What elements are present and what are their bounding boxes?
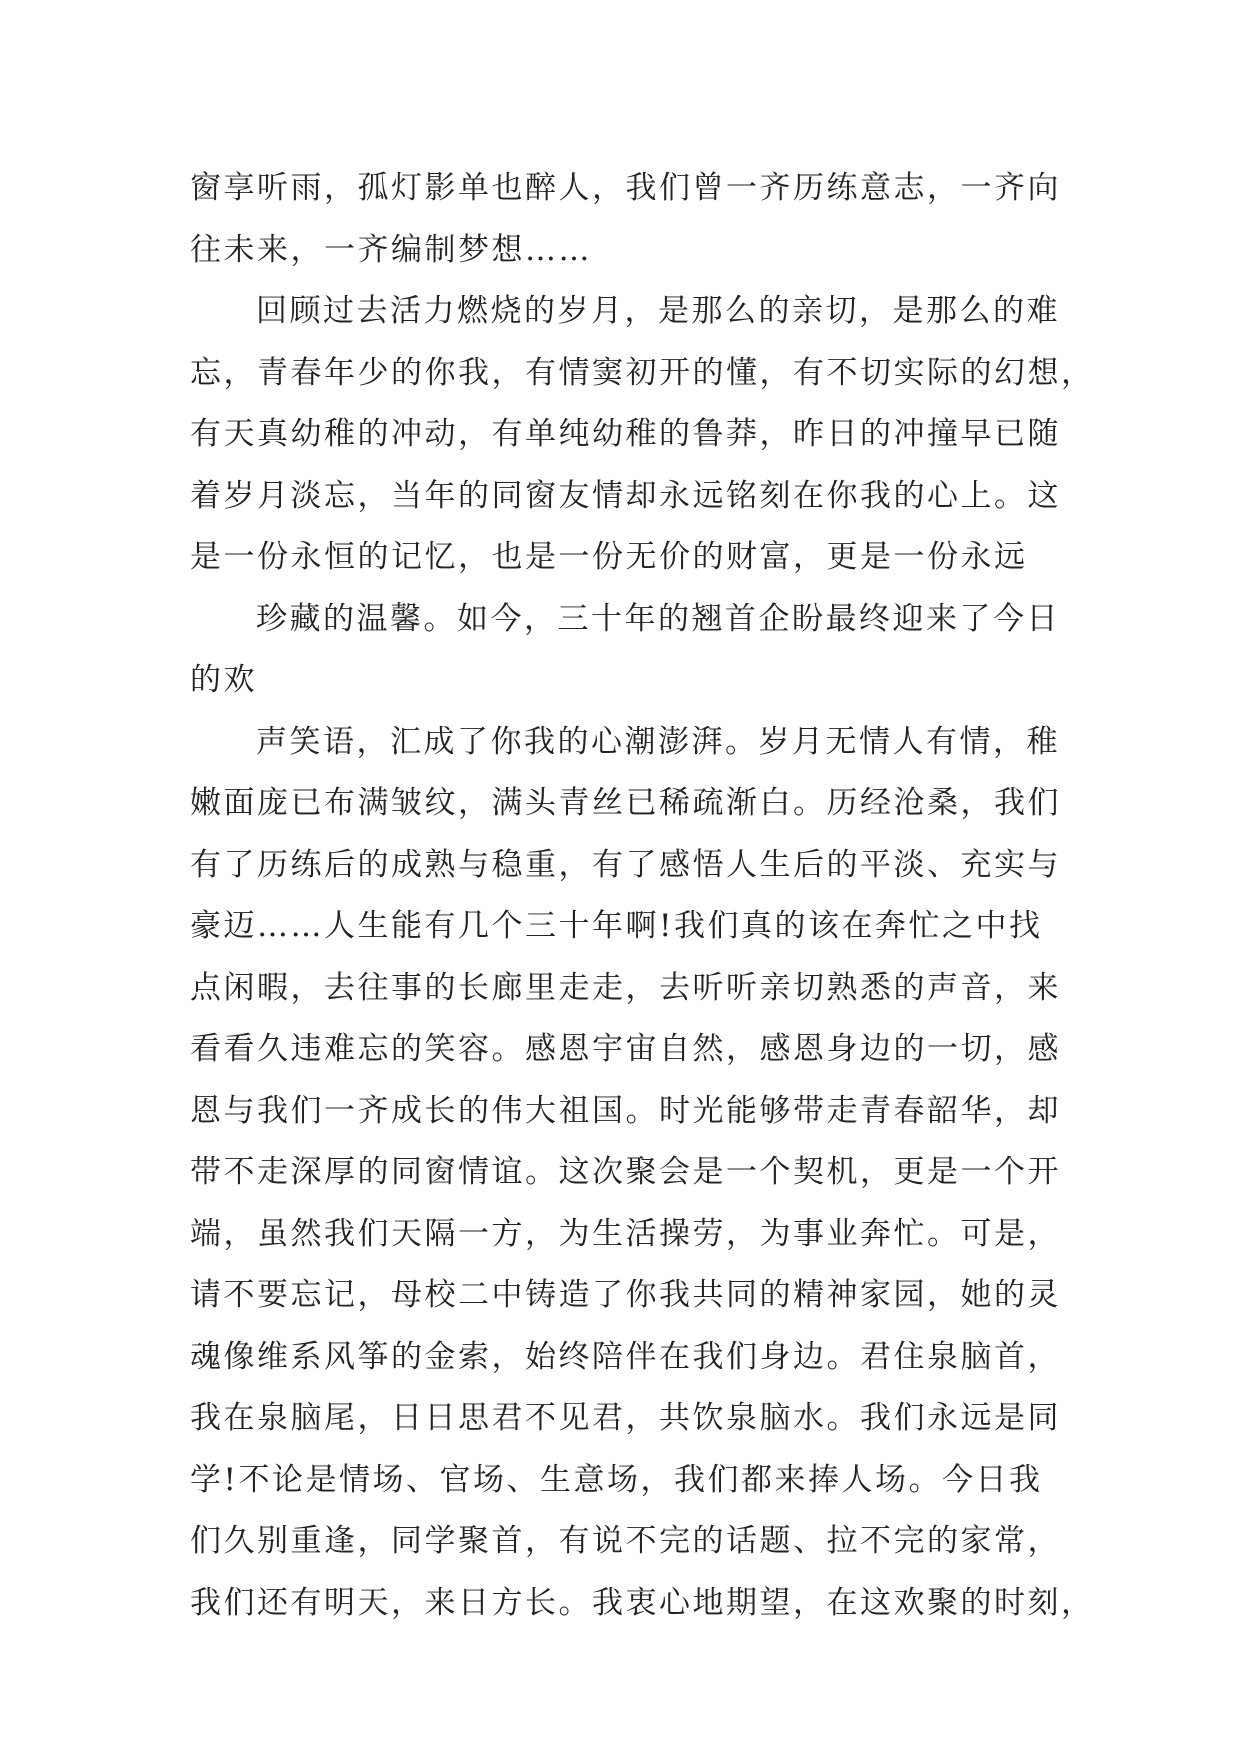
text-line: 恩与我们一齐成长的伟大祖国。时光能够带走青春韶华，却 bbox=[190, 1092, 1061, 1129]
text-line: 我们还有明天，来日方长。我衷心地期望，在这欢聚的时刻， bbox=[190, 1584, 1095, 1621]
text-line: 着岁月淡忘，当年的同窗友情却永远铭刻在你我的心上。这 bbox=[190, 477, 1061, 514]
text-line: 端，虽然我们天隔一方，为生活操劳，为事业奔忙。可是， bbox=[190, 1215, 1061, 1252]
body-text bbox=[190, 158, 1095, 1634]
text-line: 窗享听雨，孤灯影单也醉人，我们曾一齐历练意志，一齐向 bbox=[190, 170, 1061, 206]
text-line: 有天真幼稚的冲动，有单纯幼稚的鲁莽，昨日的冲撞早已随 bbox=[190, 416, 1061, 452]
text-line: 我在泉脑尾，日日思君不见君，共饮泉脑水。我们永远是同 bbox=[190, 1400, 1061, 1436]
text-line: 嫩面庞已布满皱纹，满头青丝已稀疏渐白。历经沧桑，我们 bbox=[190, 785, 1061, 821]
text-line: 带不走深厚的同窗情谊。这次聚会是一个契机，更是一个开 bbox=[190, 1154, 1061, 1190]
text-line: 豪迈……人生能有几个三十年啊!我们真的该在奔忙之中找 bbox=[190, 908, 1043, 944]
text-line: 回顾过去活力燃烧的岁月，是那么的亲切，是那么的难 bbox=[256, 293, 1060, 329]
text-line: 有了历练后的成熟与稳重，有了感悟人生后的平淡、充实与 bbox=[190, 846, 1061, 883]
text-line: 看看久违难忘的笑容。感恩宇宙自然，感恩身边的一切，感 bbox=[190, 1031, 1061, 1067]
text-line: 往未来，一齐编制梦想…… bbox=[190, 231, 592, 268]
text-line: 点闲暇，去往事的长廊里走走，去听听亲切熟悉的声音，来 bbox=[190, 969, 1061, 1006]
text-line: 学!不论是情场、官场、生意场，我们都来捧人场。今日我 bbox=[190, 1461, 1043, 1498]
text-line: 声笑语，汇成了你我的心潮澎湃。岁月无情人有情，稚 bbox=[256, 723, 1060, 760]
text-line: 是一份永恒的记忆，也是一份无价的财富，更是一份永远 bbox=[190, 539, 1028, 575]
text-line: 的欢 bbox=[190, 662, 257, 698]
text-line: 魂像维系风筝的金索，始终陪伴在我们身边。君住泉脑首， bbox=[190, 1338, 1061, 1375]
text-line: 忘，青春年少的你我，有情窦初开的懂，有不切实际的幻想， bbox=[190, 354, 1095, 391]
text-line: 们久别重逢，同学聚首，有说不完的话题、拉不完的家常， bbox=[190, 1523, 1061, 1559]
text-line: 请不要忘记，母校二中铸造了你我共同的精神家园，她的灵 bbox=[190, 1277, 1061, 1313]
text-line: 珍藏的温馨。如今，三十年的翘首企盼最终迎来了今日 bbox=[256, 600, 1060, 637]
